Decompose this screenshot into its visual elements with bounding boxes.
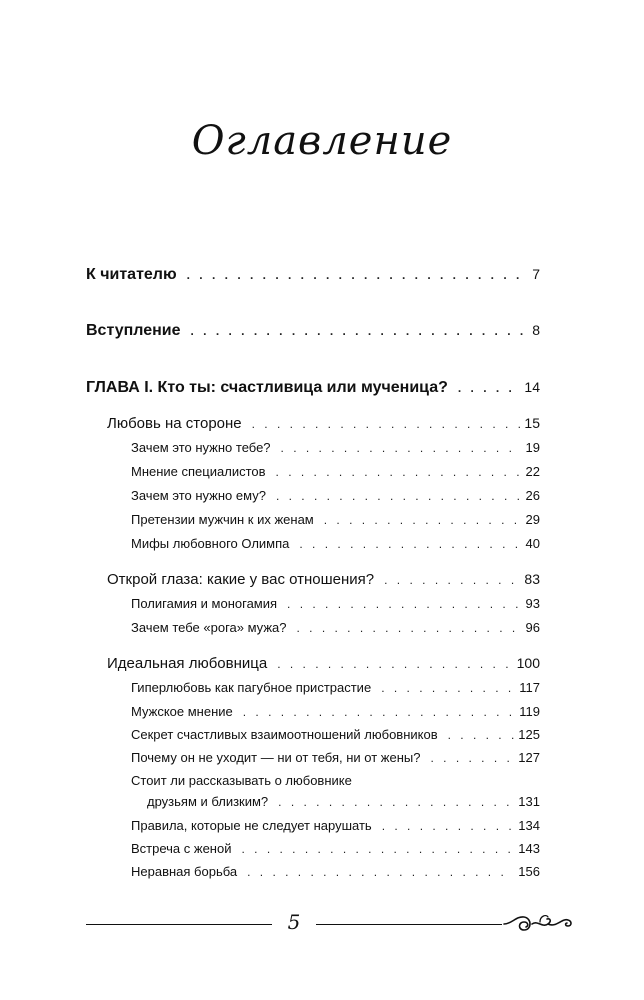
toc-entry-page: 7	[532, 266, 540, 282]
toc-entry-label: Секрет счастливых взаимоотношений любовников	[131, 727, 438, 742]
dot-leader	[252, 417, 521, 431]
toc-entry[interactable]	[131, 750, 540, 768]
toc-entry-page: 117	[519, 680, 540, 695]
toc-entry-label: Открой глаза: какие у вас отношения?	[107, 571, 375, 588]
toc-entry-page: 93	[525, 596, 540, 611]
toc-entry-label: Неравная борьба	[131, 864, 238, 879]
toc-entry-page: 125	[518, 727, 540, 742]
dot-leader	[324, 513, 522, 527]
dot-leader	[277, 657, 512, 671]
dot-leader	[276, 489, 522, 503]
dot-leader	[191, 324, 529, 338]
dot-leader	[448, 728, 515, 742]
footer-rule-right	[316, 924, 502, 925]
toc-entry-page: 19	[525, 440, 540, 455]
toc-entry[interactable]	[131, 440, 540, 458]
toc-entry[interactable]	[86, 266, 540, 288]
dot-leader	[247, 865, 514, 879]
toc-entry[interactable]	[131, 841, 540, 859]
toc-entry-label: Любовь на стороне	[107, 415, 242, 432]
toc-entry-label: Претензии мужчин к их женам	[131, 512, 314, 527]
toc-entry[interactable]	[131, 680, 540, 698]
toc-entry[interactable]	[131, 864, 540, 882]
dot-leader	[458, 381, 521, 395]
toc-entry-page: 83	[524, 571, 540, 587]
dot-leader	[381, 681, 515, 695]
toc-entry-label: друзьям и близким?	[147, 794, 269, 809]
toc-entry-label: Правила, которые не следует нарушать	[131, 818, 372, 833]
dot-leader	[281, 441, 522, 455]
toc-entry-label: Полигамия и моногамия	[131, 596, 278, 611]
toc-entry-page: 15	[524, 415, 540, 431]
toc-entry[interactable]	[131, 704, 540, 722]
toc-entry[interactable]	[86, 322, 540, 344]
toc-entry-page: 26	[525, 488, 540, 503]
toc-entry-page: 131	[518, 794, 540, 809]
toc-entry[interactable]	[147, 794, 540, 812]
dot-leader	[382, 819, 515, 833]
toc-entry-page: 8	[532, 322, 540, 338]
toc-entry-page: 40	[525, 536, 540, 551]
toc-entry-page: 100	[516, 655, 540, 671]
toc-entry-label: Идеальная любовница	[107, 655, 268, 672]
dot-leader	[384, 573, 520, 587]
footer-rule-left	[86, 924, 272, 925]
toc-entry-label: К читателю	[86, 266, 177, 283]
toc-entry-page: 14	[524, 379, 540, 395]
dot-leader	[299, 537, 521, 551]
toc-entry-label: Зачем тебе «рога» мужа?	[131, 620, 287, 635]
toc-entry[interactable]	[131, 536, 540, 554]
toc-entry[interactable]	[86, 379, 540, 401]
toc-entry-label: Почему он не уходит — ни от тебя, ни от жены?	[131, 750, 421, 765]
dot-leader	[241, 842, 514, 856]
dot-leader	[243, 705, 516, 719]
dot-leader	[187, 268, 529, 282]
page-title: Оглавление	[191, 118, 453, 164]
toc-entry[interactable]	[131, 512, 540, 530]
toc-entry[interactable]	[107, 415, 540, 435]
toc-entry[interactable]	[131, 464, 540, 482]
toc-entry-page: 156	[518, 864, 540, 879]
toc-entry-label: Вступление	[86, 322, 181, 339]
toc-entry-page: 143	[518, 841, 540, 856]
toc-entry-label: Встреча с женой	[131, 841, 232, 856]
toc-entry-label-line1: Стоит ли рассказывать о любовнике	[131, 773, 352, 788]
toc-entry[interactable]	[131, 818, 540, 836]
toc-entry-page: 119	[519, 704, 540, 719]
toc-entry[interactable]	[131, 596, 540, 614]
toc-entry-label: Зачем это нужно ему?	[131, 488, 266, 503]
toc-entry[interactable]	[131, 488, 540, 506]
toc-entry-label: Мужское мнение	[131, 704, 233, 719]
dot-leader	[287, 597, 521, 611]
toc-entry-page: 22	[525, 464, 540, 479]
toc-entry[interactable]	[107, 655, 540, 675]
page-number: 5	[287, 910, 301, 934]
dot-leader	[297, 621, 522, 635]
toc-entry[interactable]	[107, 571, 540, 591]
toc-entry-page: 29	[525, 512, 540, 527]
toc-entry-label: Мнение специалистов	[131, 464, 266, 479]
toc-entry-label: Мифы любовного Олимпа	[131, 536, 290, 551]
toc-entry-page: 127	[518, 750, 540, 765]
toc-entry[interactable]	[131, 727, 540, 745]
toc-entry-label: Зачем это нужно тебе?	[131, 440, 271, 455]
toc-entry-label: Гиперлюбовь как пагубное пристрастие	[131, 680, 372, 695]
toc-entry-page: 96	[525, 620, 540, 635]
toc-entry-label: ГЛАВА I. Кто ты: счастливица или мученица?	[86, 379, 448, 396]
toc-entry[interactable]	[131, 620, 540, 638]
toc-entry-page: 134	[518, 818, 540, 833]
flourish-ornament-icon	[502, 910, 574, 938]
dot-leader	[278, 795, 514, 809]
dot-leader	[430, 751, 514, 765]
dot-leader	[276, 465, 522, 479]
